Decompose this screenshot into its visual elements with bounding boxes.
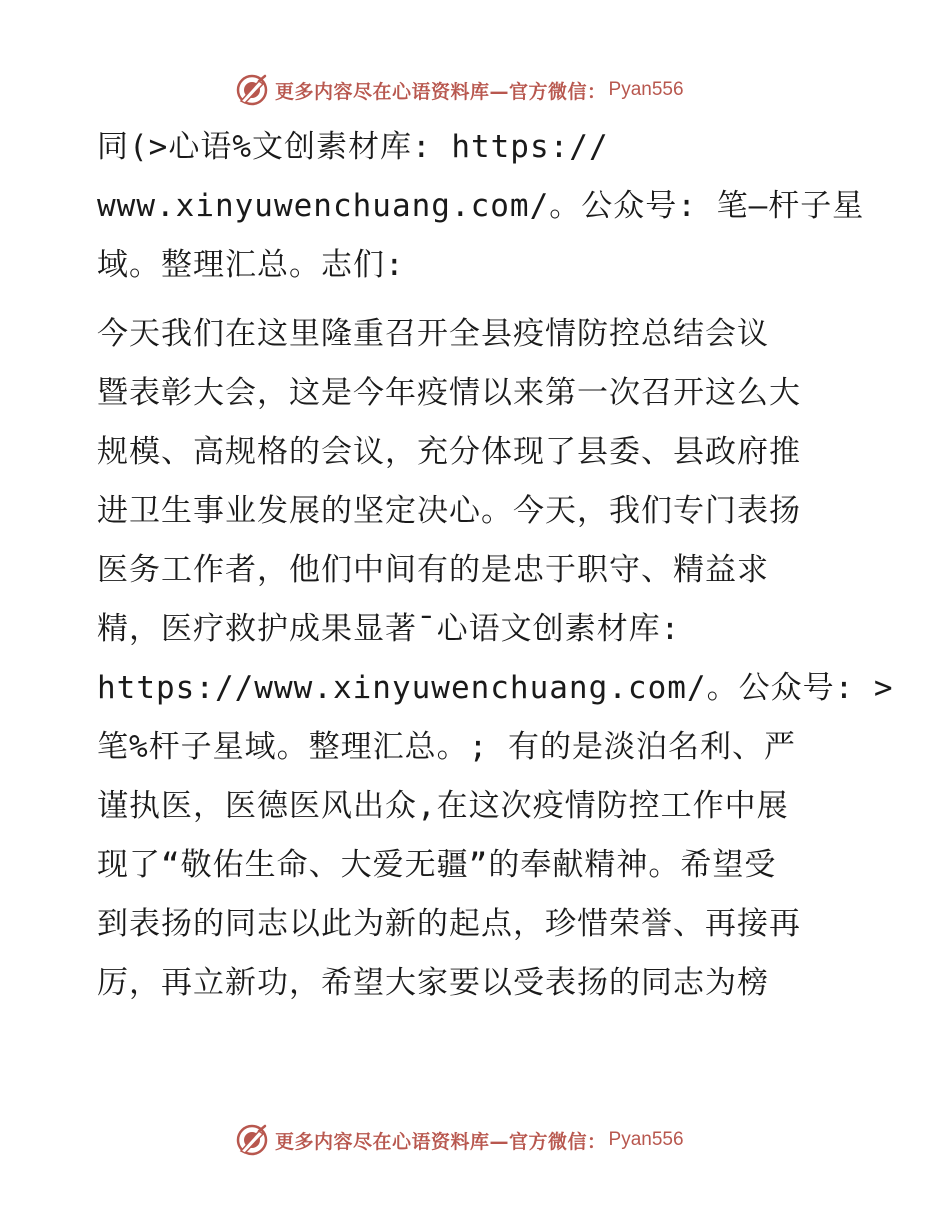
document-body (97, 118, 894, 1023)
text-line: www.xinyuwenchuang.com/。公众号: 笔—杆子星 (97, 188, 865, 224)
banner-text: 更多内容尽在心语资料库—官方微信： (275, 1130, 607, 1153)
text-line: 厉，再立新功，希望大家要以受表扬的同志为榜 (97, 965, 769, 1001)
footer-watermark-banner (235, 1122, 684, 1158)
text-line: 规模、高规格的会议，充分体现了县委、县政府推 (97, 434, 801, 470)
text-line: 谨执医，医德医风出众,在这次疫情防控工作中展 (97, 788, 789, 824)
paragraph-1 (97, 118, 867, 295)
text-line: 现了“敬佑生命、大爱无疆”的奉献精神。希望受 (97, 847, 777, 883)
text-line: 同(>心语%文创素材库: https:// (97, 129, 609, 165)
text-line: 域。整理汇总。志们: (97, 247, 405, 283)
pen-circle-logo-icon (235, 73, 269, 107)
text-line: 今天我们在这里隆重召开全县疫情防控总结会议 (97, 316, 769, 352)
text-line: 笔%杆子星域。整理汇总。; 有的是淡泊名利、严 (97, 729, 796, 765)
text-line: 进卫生事业发展的坚定决心。今天，我们专门表扬 (97, 493, 801, 529)
text-line: https://www.xinyuwenchuang.com/。公众号: > (97, 670, 894, 706)
banner-wechat-handle: Pyan556 (608, 1129, 684, 1150)
text-line: 到表扬的同志以此为新的起点，珍惜荣誉、再接再 (97, 906, 801, 942)
banner-text: 更多内容尽在心语资料库—官方微信： (275, 80, 607, 103)
text-line: 暨表彰大会，这是今年疫情以来第一次召开这么大 (97, 375, 801, 411)
banner-wechat-handle: Pyan556 (608, 79, 684, 100)
header-watermark-banner (235, 72, 684, 108)
text-line: 医务工作者，他们中间有的是忠于职守、精益求 (97, 552, 769, 588)
text-line: 精，医疗救护成果显著¯心语文创素材库: (97, 611, 681, 647)
paragraph-2 (97, 305, 894, 1013)
pen-circle-logo-icon (235, 1123, 269, 1157)
